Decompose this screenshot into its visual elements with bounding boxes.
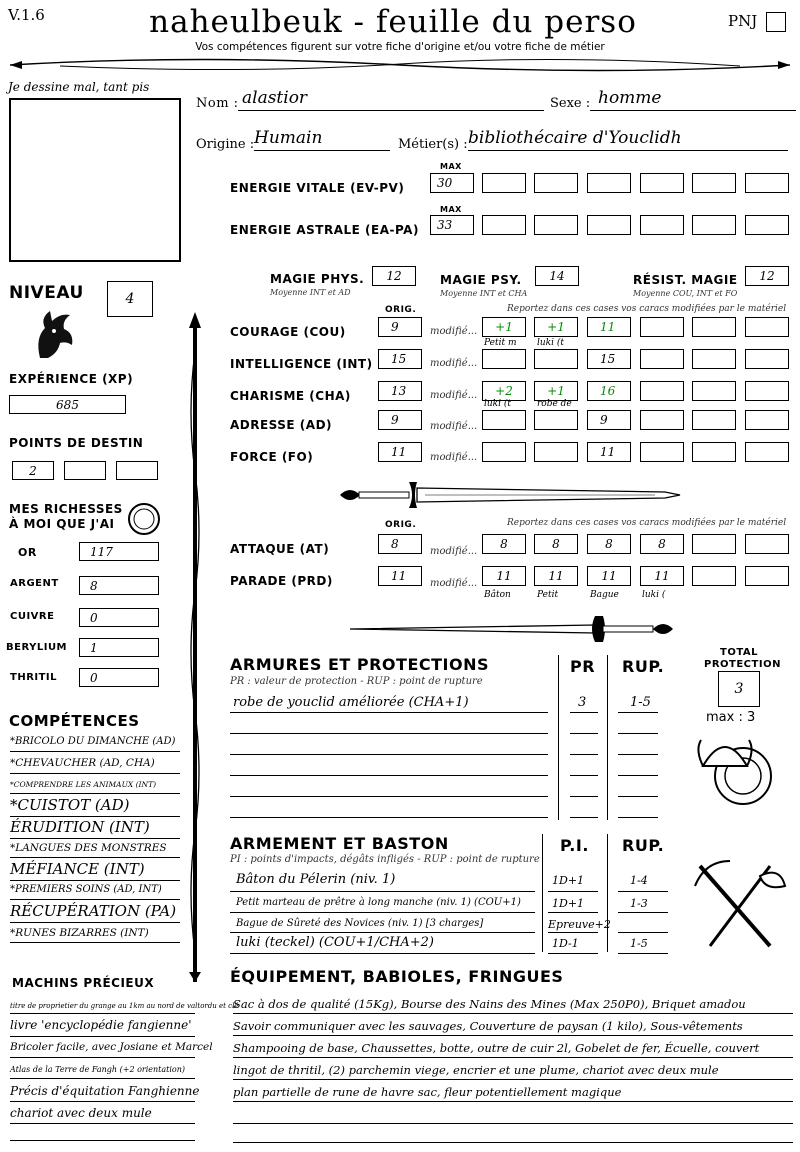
richesses-label: À MOI QUE J'AI [9, 517, 115, 531]
force-mod-box[interactable] [534, 442, 578, 462]
equipement-line[interactable]: Savoir communiquer avec les sauvages, Couverture de paysan (1 kilo), Sous-vêtements [233, 1018, 793, 1036]
force-mod-box[interactable] [692, 442, 736, 462]
table-row[interactable] [570, 712, 598, 713]
parade-mod-box[interactable]: 11 [534, 566, 578, 586]
charisme-note: robe de [537, 399, 572, 409]
table-row[interactable] [230, 932, 535, 933]
total-protection-label: TOTAL [720, 647, 758, 658]
adresse-mod-box[interactable]: 9 [587, 410, 631, 430]
xp-label: EXPÉRIENCE (XP) [9, 372, 134, 386]
charisme-mod-box[interactable]: +2 [482, 381, 526, 401]
divider [558, 655, 559, 820]
competence-item[interactable]: *RUNES BIZARRES (INT) [10, 927, 180, 943]
ev-box[interactable] [692, 173, 736, 193]
intelligence-mod-box[interactable] [534, 349, 578, 369]
table-row[interactable] [230, 953, 535, 954]
origine-field[interactable]: Humain [254, 128, 390, 151]
equipement-line[interactable]: Shampooing de base, Chaussettes, botte, outre de cuir 2l, Gobelet de fer, Écuelle, couvert [233, 1040, 793, 1058]
charisme-mod-box[interactable]: 16 [587, 381, 631, 401]
berylium-label: BERYLIUM [6, 642, 68, 653]
modifie-label: modifié... [430, 358, 478, 369]
niveau-box[interactable]: 4 [107, 281, 153, 317]
competences-title: COMPÉTENCES [9, 712, 140, 730]
arme-name[interactable]: Petit marteau de prêtre à long manche (niv. 1) (COU+1) [236, 897, 521, 908]
intelligence-mod-box[interactable] [640, 349, 684, 369]
armement-rup-label: RUP. [622, 836, 665, 855]
table-row[interactable] [618, 912, 668, 913]
armure-pr[interactable]: 3 [578, 695, 587, 710]
or-label: OR [18, 546, 37, 559]
competence-item[interactable]: *CUISTOT (AD) [10, 796, 180, 817]
intelligence-mod-box[interactable] [745, 349, 789, 369]
ea-box[interactable] [745, 215, 789, 235]
attaque-mod-box[interactable]: 8 [640, 534, 684, 554]
magie-psy-label: MAGIE PSY. [440, 273, 522, 287]
force-mod-box[interactable] [640, 442, 684, 462]
coin-icon [126, 501, 162, 537]
orig-label: ORIG. [385, 305, 417, 315]
attaque-mod-box[interactable] [692, 534, 736, 554]
parade-mod-box[interactable]: 11 [587, 566, 631, 586]
table-row[interactable] [618, 712, 658, 713]
arme-pi[interactable]: 1D+1 [552, 874, 585, 887]
sheet-subtitle: Vos compétences figurent sur votre fiche d'origine et/ou votre fiche de métier [195, 41, 605, 53]
armures-pr-label: PR [570, 657, 596, 676]
table-row[interactable] [618, 754, 658, 755]
courage-note: Petit m [484, 338, 517, 348]
total-protection-box[interactable]: 3 [718, 671, 760, 707]
charisme-mod-box[interactable]: +1 [534, 381, 578, 401]
table-row[interactable] [618, 817, 658, 818]
table-row[interactable] [230, 754, 548, 755]
cuivre-box[interactable]: 0 [79, 608, 159, 627]
courage-mod-box[interactable] [640, 317, 684, 337]
attaque-mod-box[interactable] [745, 534, 789, 554]
magie-phys-label: MAGIE PHYS. [270, 272, 365, 286]
parade-mod-box[interactable]: 11 [640, 566, 684, 586]
destin-box[interactable] [64, 461, 106, 480]
arme-name[interactable]: Bague de Sûreté des Novices (niv. 1) [3 charges] [236, 918, 484, 929]
version-label: V.1.6 [8, 6, 45, 24]
argent-label: ARGENT [10, 578, 59, 589]
intelligence-orig-box[interactable]: 15 [378, 349, 422, 369]
machin-item[interactable]: chariot avec deux mule [10, 1106, 195, 1124]
courage-mod-box[interactable] [692, 317, 736, 337]
table-row[interactable] [230, 912, 535, 913]
force-mod-box[interactable] [745, 442, 789, 462]
magie-phys-box[interactable]: 12 [372, 266, 416, 286]
ev-box[interactable] [482, 173, 526, 193]
equipement-line[interactable]: plan partielle de rune de havre sac, fleur potentiellement magique [233, 1084, 793, 1102]
modifie-label: modifié... [430, 578, 478, 589]
competence-item[interactable]: ÉRUDITION (INT) [10, 818, 180, 839]
magie-phys-sub: Moyenne INT et AD [270, 288, 351, 297]
resist-magie-box[interactable]: 12 [745, 266, 789, 286]
combat-note-item: Bâton [484, 590, 511, 600]
nom-label: Nom : [196, 96, 239, 111]
table-row[interactable] [570, 796, 598, 797]
parade-mod-box[interactable] [745, 566, 789, 586]
adresse-mod-box[interactable] [534, 410, 578, 430]
parade-orig-box[interactable]: 11 [378, 566, 422, 586]
table-row[interactable] [230, 817, 548, 818]
competence-item[interactable]: *PREMIERS SOINS (AD, INT) [10, 884, 180, 900]
magie-psy-box[interactable]: 14 [535, 266, 579, 286]
competence-item[interactable]: RÉCUPÉRATION (PA) [10, 902, 180, 923]
modifie-label: modifié... [430, 326, 478, 337]
sword-icon [335, 478, 685, 512]
arme-pi[interactable]: 1D+1 [552, 897, 585, 910]
portrait-caption: Je dessine mal, tant pis [8, 80, 150, 94]
arme-rup[interactable]: 1-5 [630, 937, 648, 950]
table-row[interactable] [570, 775, 598, 776]
charisme-mod-box[interactable] [745, 381, 789, 401]
ev-box[interactable] [640, 173, 684, 193]
adresse-mod-box[interactable] [745, 410, 789, 430]
origine-label: Origine : [196, 137, 255, 152]
machins-title: MACHINS PRÉCIEUX [12, 976, 155, 990]
orig-label: ORIG. [385, 520, 417, 530]
equipement-line[interactable] [233, 1142, 793, 1143]
ev-box[interactable] [587, 173, 631, 193]
competence-item[interactable]: *BRICOLO DU DIMANCHE (AD) [10, 736, 180, 752]
table-row[interactable] [548, 891, 598, 892]
machin-item[interactable]: titre de proprietier du grange au 1km au nord de valtordu et clé [10, 1002, 195, 1014]
divider [542, 834, 543, 952]
arme-pi[interactable]: 1D-1 [552, 937, 579, 950]
table-row[interactable] [618, 733, 658, 734]
cuivre-label: CUIVRE [10, 611, 55, 622]
armures-sub: PR : valeur de protection - RUP : point de rupture [230, 676, 483, 687]
arme-rup[interactable]: 1-3 [630, 897, 648, 910]
charisme-mod-box[interactable] [692, 381, 736, 401]
ea-max-box[interactable]: 33 [430, 215, 474, 235]
ea-box[interactable] [482, 215, 526, 235]
courage-orig-box[interactable]: 9 [378, 317, 422, 337]
intelligence-mod-box[interactable]: 15 [587, 349, 631, 369]
xp-box[interactable]: 685 [9, 395, 126, 414]
modifie-label: modifié... [430, 390, 478, 401]
courage-mod-box[interactable] [745, 317, 789, 337]
machin-item[interactable]: Précis d'équitation Fanghienne [10, 1084, 195, 1102]
intelligence-mod-box[interactable] [692, 349, 736, 369]
max-label-ev: MAX [440, 162, 462, 171]
nom-field[interactable]: alastior [238, 88, 544, 111]
or-box[interactable]: 117 [79, 542, 159, 561]
courage-note: luki (t [537, 338, 564, 348]
charisme-mod-box[interactable] [640, 381, 684, 401]
resist-magie-label: RÉSIST. MAGIE [633, 273, 738, 287]
charisme-label: CHARISME (CHA) [230, 389, 351, 403]
table-row[interactable] [570, 817, 598, 818]
armement-title: ARMEMENT ET BASTON [230, 834, 449, 853]
argent-box[interactable]: 8 [79, 576, 159, 595]
armures-title: ARMURES ET PROTECTIONS [230, 655, 489, 674]
ea-box[interactable] [534, 215, 578, 235]
courage-label: COURAGE (COU) [230, 325, 346, 339]
magie-psy-sub: Moyenne INT et CHA [440, 289, 528, 298]
adresse-mod-box[interactable] [692, 410, 736, 430]
sexe-label: Sexe : [550, 96, 591, 111]
dragon-icon [30, 303, 80, 363]
competence-item[interactable]: MÉFIANCE (INT) [10, 860, 180, 881]
destin-box[interactable]: 2 [12, 461, 54, 480]
equipement-line[interactable] [233, 1106, 793, 1124]
portrait-box[interactable] [9, 98, 181, 262]
ea-box[interactable] [640, 215, 684, 235]
table-row[interactable] [230, 891, 535, 892]
attaque-orig-box[interactable]: 8 [378, 534, 422, 554]
table-row[interactable] [230, 796, 548, 797]
modifie-label: modifié... [430, 452, 478, 463]
equipement-title: ÉQUIPEMENT, BABIOLES, FRINGUES [230, 967, 564, 986]
parade-mod-box[interactable]: 11 [482, 566, 526, 586]
destin-label: POINTS DE DESTIN [9, 436, 144, 450]
combat-note-item: Bague [590, 590, 619, 600]
combat-note-item: luki ( [642, 590, 666, 600]
table-row[interactable] [618, 932, 668, 933]
richesses-label: MES RICHESSES [9, 502, 123, 516]
modifie-label: modifié... [430, 421, 478, 432]
niveau-label: NIVEAU [9, 283, 84, 303]
table-row[interactable] [548, 912, 598, 913]
equipement-line[interactable]: Sac à dos de qualité (15Kg), Bourse des Nains des Mines (Max 250P0), Briquet amadou [233, 996, 793, 1014]
modifie-label: modifié... [430, 546, 478, 557]
header-ornament [0, 52, 800, 78]
adresse-label: ADRESSE (AD) [230, 418, 333, 432]
metier-field[interactable]: bibliothécaire d'Youclidh [468, 128, 788, 151]
table-row[interactable] [618, 775, 658, 776]
divider [607, 655, 608, 820]
armement-sub: PI : points d'impacts, dégâts infligés - RUP : point de rupture [230, 854, 540, 865]
attaque-mod-box[interactable]: 8 [534, 534, 578, 554]
armure-rup[interactable]: 1-5 [630, 695, 651, 710]
ev-max-box[interactable]: 30 [430, 173, 474, 193]
armure-name[interactable]: robe de youclid améliorée (CHA+1) [233, 695, 469, 710]
charisme-orig-box[interactable]: 13 [378, 381, 422, 401]
sheet-title: naheulbeuk - feuille du perso [149, 4, 637, 40]
equipement-line[interactable]: lingot de thritil, (2) parchemin viege, encrier et une plume, chariot avec deux mule [233, 1062, 793, 1080]
courage-mod-box[interactable]: +1 [482, 317, 526, 337]
force-label: FORCE (FO) [230, 450, 314, 464]
berylium-box[interactable]: 1 [79, 638, 159, 657]
arme-name[interactable]: Bâton du Pélerin (niv. 1) [236, 872, 396, 887]
table-row[interactable] [618, 796, 658, 797]
thritil-label: THRITIL [10, 672, 58, 683]
arme-name[interactable]: luki (teckel) (COU+1/CHA+2) [236, 935, 434, 950]
ea-label: ENERGIE ASTRALE (EA-PA) [230, 223, 419, 237]
staff-icon [180, 312, 210, 992]
resist-magie-sub: Moyenne COU, INT et FO [633, 289, 738, 298]
competence-item[interactable]: *COMPRENDRE LES ANIMAUX (INT) [10, 780, 180, 794]
competence-item[interactable]: *CHEVAUCHER (AD, CHA) [10, 757, 180, 774]
attaque-mod-box[interactable]: 8 [482, 534, 526, 554]
adresse-orig-box[interactable]: 9 [378, 410, 422, 430]
sexe-field[interactable]: homme [590, 88, 796, 111]
table-row[interactable] [618, 953, 668, 954]
pnj-checkbox[interactable] [766, 12, 786, 32]
helmet-shield-icon [695, 726, 775, 811]
competence-item[interactable]: *LANGUES DES MONSTRES [10, 842, 180, 858]
table-row[interactable] [230, 775, 548, 776]
table-row[interactable] [548, 953, 598, 954]
destin-box[interactable] [116, 461, 158, 480]
intelligence-label: INTELLIGENCE (INT) [230, 357, 373, 371]
table-row[interactable] [570, 754, 598, 755]
armures-rup-label: RUP. [622, 657, 665, 676]
combat-note: Reportez dans ces cases vos caracs modifiées par le matériel [507, 518, 787, 528]
parade-label: PARADE (PRD) [230, 574, 333, 588]
ea-box[interactable] [587, 215, 631, 235]
table-row[interactable] [618, 891, 668, 892]
charisme-note: luki (t [484, 399, 511, 409]
arme-rup[interactable]: 1-4 [630, 874, 648, 887]
ev-box[interactable] [534, 173, 578, 193]
metier-label: Métier(s) : [398, 137, 468, 152]
table-row[interactable] [548, 932, 598, 933]
attaque-mod-box[interactable]: 8 [587, 534, 631, 554]
thritil-box[interactable]: 0 [79, 668, 159, 687]
total-protection-label: PROTECTION [704, 659, 781, 670]
arme-pi[interactable]: Epreuve+2 [548, 918, 611, 931]
machin-item[interactable]: Bricoler facile, avec Josiane et Marcel [10, 1041, 195, 1058]
machin-item[interactable]: livre 'encyclopédie fangienne' [10, 1018, 195, 1037]
force-orig-box[interactable]: 11 [378, 442, 422, 462]
sword-icon [345, 612, 680, 646]
table-row[interactable] [230, 712, 548, 713]
force-mod-box[interactable] [482, 442, 526, 462]
armement-pi-label: P.I. [560, 836, 589, 855]
ev-label: ENERGIE VITALE (EV-PV) [230, 181, 405, 195]
force-mod-box[interactable]: 11 [587, 442, 631, 462]
caracs-note: Reportez dans ces cases vos caracs modifiées par le matériel [507, 304, 787, 314]
max-label-ea: MAX [440, 205, 462, 214]
courage-mod-box[interactable]: +1 [534, 317, 578, 337]
attaque-label: ATTAQUE (AT) [230, 542, 330, 556]
weapons-icon [690, 856, 790, 956]
table-row[interactable] [570, 733, 598, 734]
parade-mod-box[interactable] [692, 566, 736, 586]
adresse-mod-box[interactable] [640, 410, 684, 430]
ea-box[interactable] [692, 215, 736, 235]
machin-item[interactable] [10, 1140, 195, 1141]
ev-box[interactable] [745, 173, 789, 193]
combat-note-item: Petit [537, 590, 559, 600]
pnj-label: PNJ [728, 12, 758, 30]
table-row[interactable] [230, 733, 548, 734]
divider [607, 834, 608, 952]
adresse-mod-box[interactable] [482, 410, 526, 430]
total-protection-max: max : 3 [706, 710, 756, 725]
machin-item[interactable]: Atlas de la Terre de Fangh (+2 orientation) [10, 1065, 195, 1079]
courage-mod-box[interactable]: 11 [587, 317, 631, 337]
intelligence-mod-box[interactable] [482, 349, 526, 369]
